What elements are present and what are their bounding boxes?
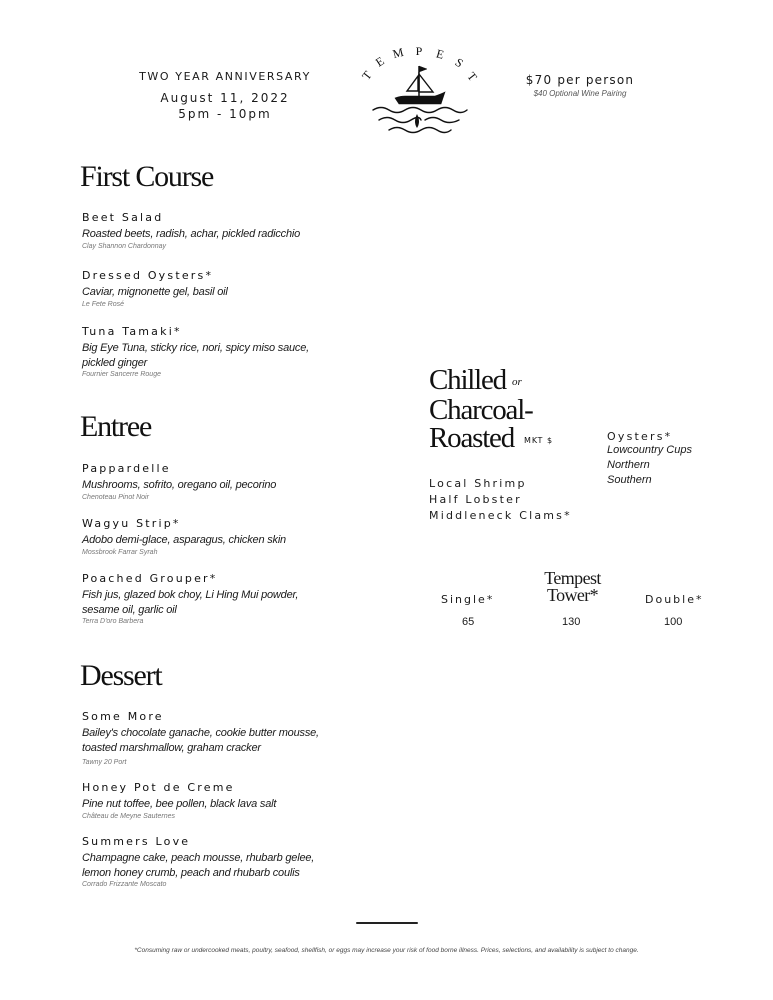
list-item: Lowcountry Cups: [607, 444, 692, 456]
item-description: Pine nut toffee, bee pollen, black lava salt: [82, 798, 277, 810]
footer-divider: [356, 922, 418, 924]
oysters-title: Oysters*: [607, 430, 673, 443]
item-name: Wagyu Strip*: [82, 517, 181, 530]
list-item: Middleneck Clams*: [429, 509, 572, 522]
list-item: Southern: [607, 474, 652, 486]
market-price-label: MKT $: [524, 435, 554, 445]
wine-pairing: Terra D'oro Barbera: [82, 618, 144, 625]
wine-pairing: Chenoteau Pinot Noir: [82, 493, 149, 501]
menu-item: [82, 517, 342, 556]
logo-letter: M: [391, 45, 405, 62]
double-label: Double*: [645, 593, 704, 606]
item-description: Bailey's chocolate ganache, cookie butter mousse, toasted marshmallow, graham cracker: [82, 727, 319, 754]
logo-letter: T: [464, 69, 480, 84]
entree-title: Entree: [80, 410, 152, 443]
wine-pairing: Tawny 20 Port: [82, 759, 127, 766]
menu-item: [82, 211, 342, 250]
event-info: [110, 70, 340, 121]
or-label: or: [512, 376, 522, 389]
list-item: Northern: [607, 459, 650, 471]
pricing-info: [510, 73, 650, 98]
item-name: Beet Salad: [82, 211, 164, 224]
item-name: Poached Grouper*: [82, 572, 218, 585]
logo-letter: P: [415, 44, 423, 58]
item-description: Roasted beets, radish, achar, pickled radicchio: [82, 228, 301, 240]
logo-letter: E: [372, 53, 387, 70]
seafood-list: [429, 476, 572, 524]
item-name: Summers Love: [82, 835, 191, 848]
item-description: Fish jus, glazed bok choy, Li Hing Mui powder, sesame oil, garlic oil: [82, 589, 299, 616]
event-date: August 11, 2022: [160, 91, 290, 105]
menu-item: [82, 710, 342, 766]
item-description: Big Eye Tuna, sticky rice, nori, spicy miso sauce, pickled ginger: [82, 342, 309, 369]
anniversary-label: TWO YEAR ANNIVERSARY: [139, 70, 311, 83]
oysters-list: [607, 443, 692, 488]
item-description: Caviar, mignonette gel, basil oil: [82, 286, 228, 298]
wine-pairing-price: $40 Optional Wine Pairing: [533, 89, 627, 98]
item-description: Mushrooms, sofrito, oregano oil, pecorino: [82, 479, 277, 491]
ship-logo-icon: [355, 44, 485, 144]
single-label: Single*: [441, 593, 495, 606]
logo-letter: T: [359, 68, 375, 83]
logo-letter: E: [434, 46, 446, 62]
first-course-title: First Course: [80, 160, 214, 193]
logo-letter: S: [452, 55, 466, 71]
tower-price: 130: [562, 616, 581, 628]
wine-pairing: Clay Shannon Chardonnay: [82, 242, 167, 250]
wine-pairing: Château de Meyne Sauternes: [82, 812, 176, 820]
event-time: 5pm - 10pm: [178, 107, 272, 121]
double-price: 100: [664, 616, 683, 628]
tempest-logo: [355, 44, 485, 144]
item-name: Some More: [82, 710, 164, 723]
single-price: 65: [462, 616, 475, 628]
item-name: Pappardelle: [82, 462, 171, 475]
menu-item: [82, 572, 342, 625]
item-name: Tuna Tamaki*: [82, 325, 182, 338]
wine-pairing: Fournier Sancerre Rouge: [82, 371, 161, 378]
item-name: Honey Pot de Creme: [82, 781, 235, 794]
wine-pairing: Corrado Frizzante Moscato: [82, 881, 167, 888]
chilled-roasted-title: Chilled or Charcoal- Roasted MKT $: [429, 364, 554, 455]
dessert-title: Dessert: [80, 659, 162, 692]
menu-item: [82, 835, 342, 888]
menu-item: [82, 325, 342, 378]
list-item: Half Lobster: [429, 493, 522, 506]
wine-pairing: Le Fete Rosé: [82, 300, 125, 308]
menu-item: [82, 462, 342, 501]
oysters-section: [607, 430, 692, 488]
list-item: Local Shrimp: [429, 477, 527, 490]
menu-item: [82, 269, 342, 308]
item-description: Champagne cake, peach mousse, rhubarb gelee, lemon honey crumb, peach and rhubarb coulis: [82, 852, 315, 879]
menu-item: [82, 781, 342, 820]
price-per-person: $70 per person: [525, 73, 635, 87]
item-description: Adobo demi-glace, asparagus, chicken skin: [82, 534, 286, 546]
wine-pairing: Mossbrook Farrar Syrah: [82, 548, 158, 556]
tempest-tower-title: Tempest Tower*: [544, 568, 601, 605]
footnote: *Consuming raw or undercooked meats, poultry, seafood, shellfish, or eggs may increase your risk of food borne illness. Prices, selections, and availability is subject to change.: [134, 947, 639, 954]
item-name: Dressed Oysters*: [82, 269, 214, 282]
